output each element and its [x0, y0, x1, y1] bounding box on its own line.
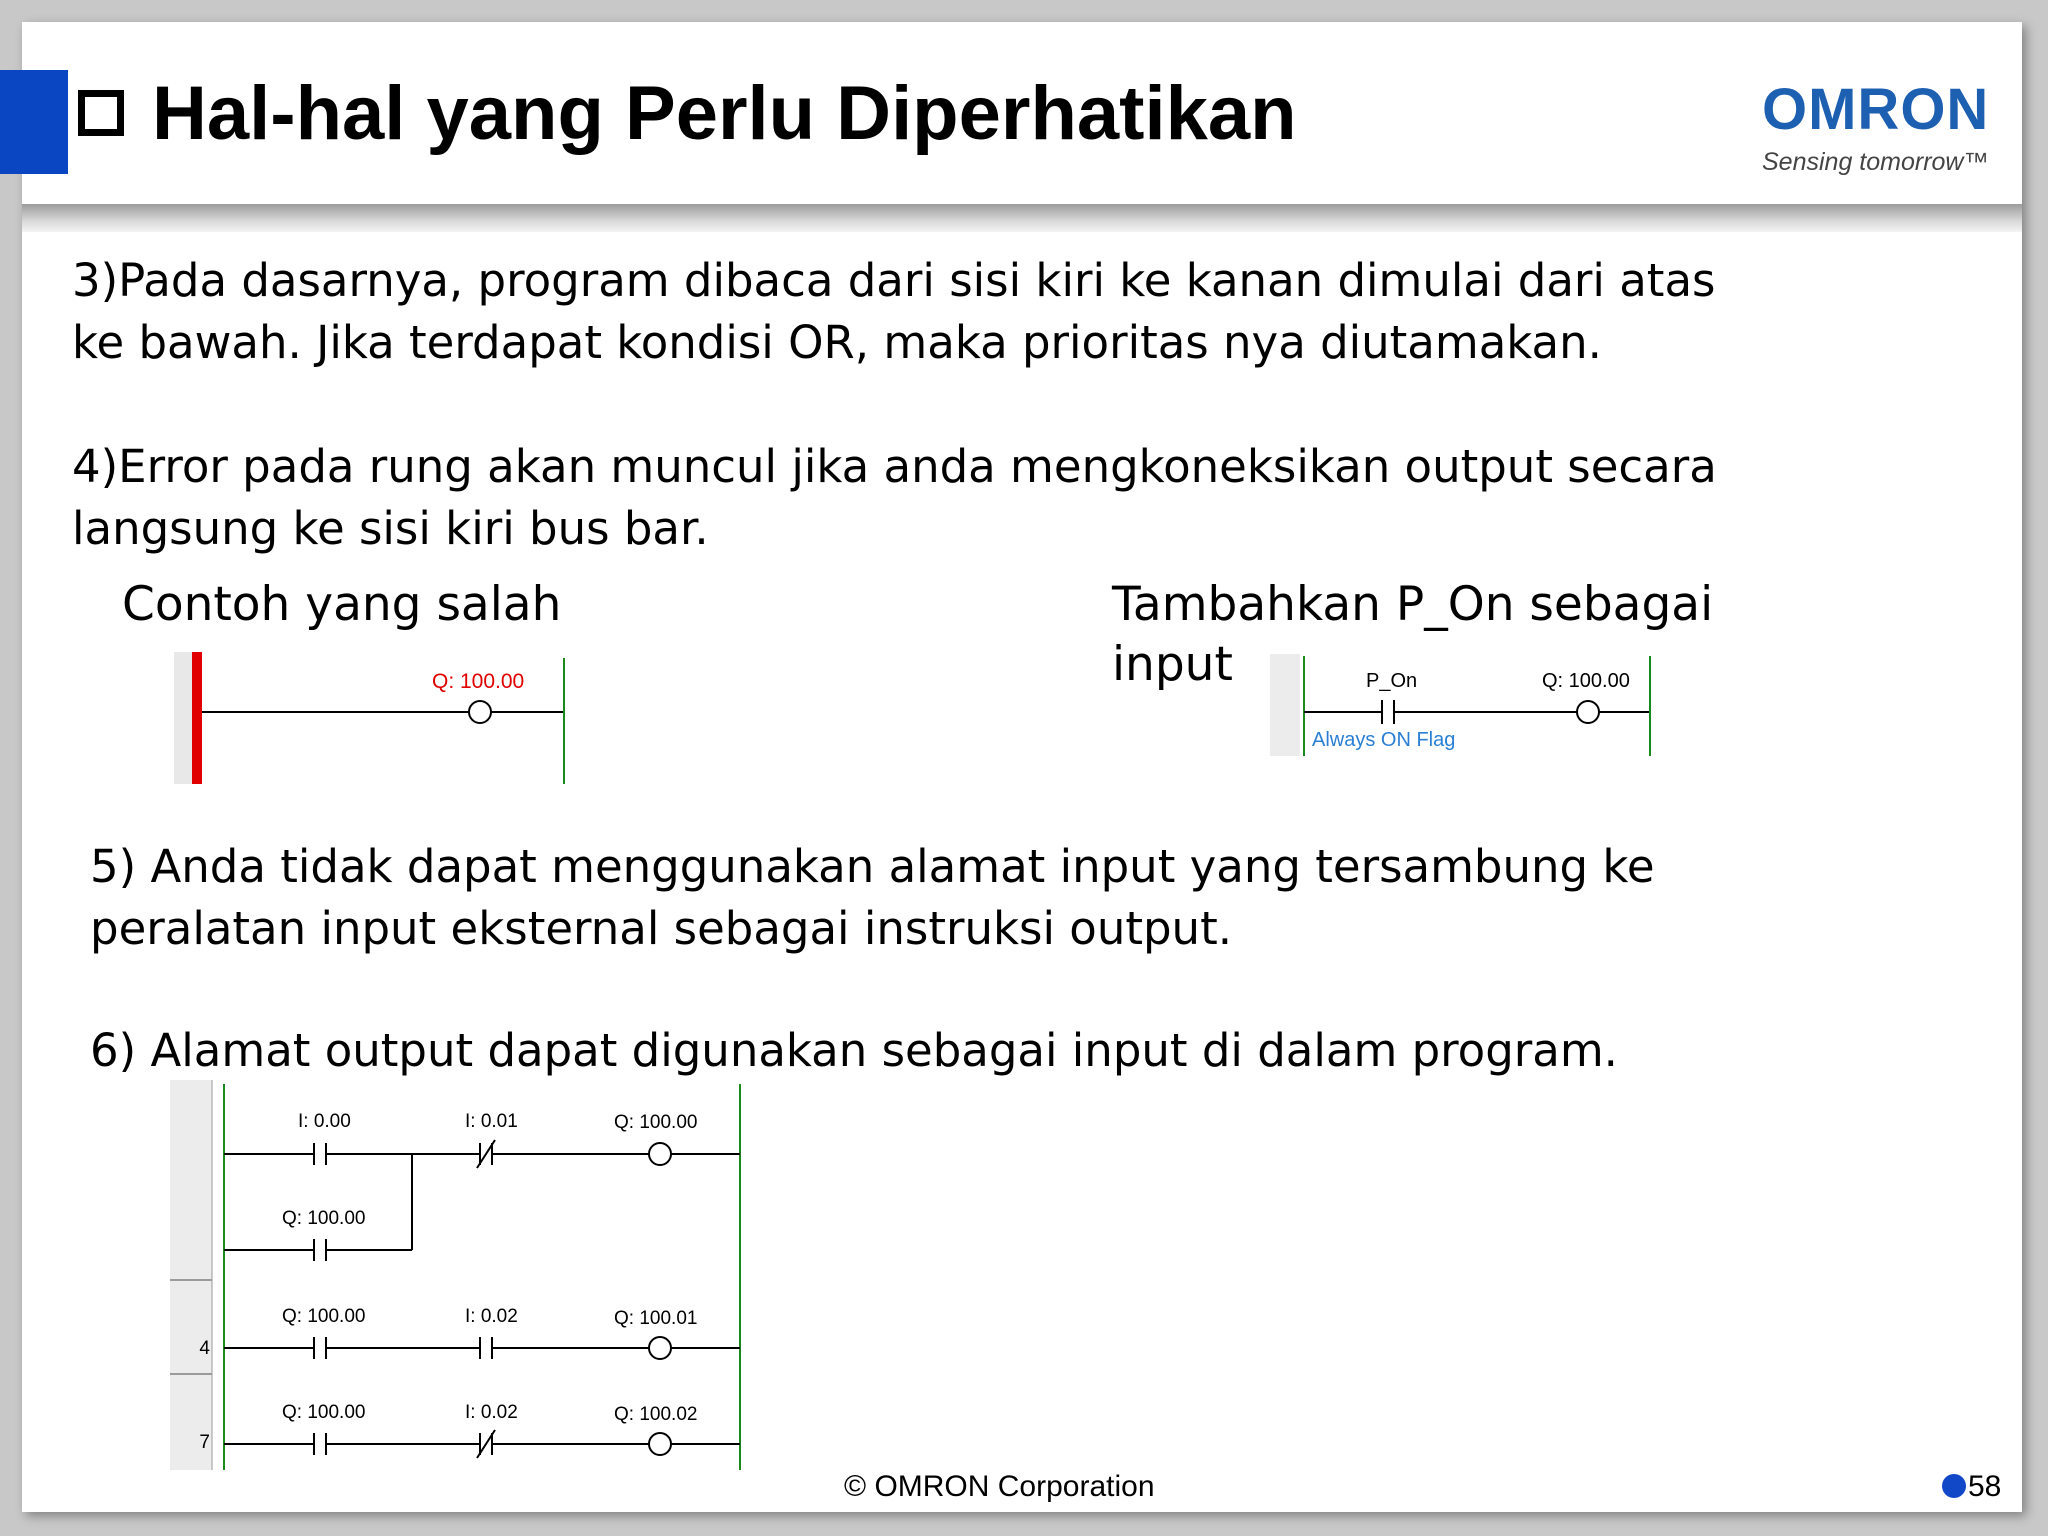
- title-bar: [22, 22, 2022, 182]
- rung2-coil-label: Q: 100.01: [614, 1308, 698, 1329]
- fix-example-label-line-2: input: [1112, 637, 1233, 692]
- error-left-bus-bar: [192, 652, 202, 784]
- rung-margin: [174, 652, 192, 784]
- slide: [22, 22, 2022, 1512]
- fix-example-label-line-1: Tambahkan P_On sebagai: [1112, 577, 1714, 632]
- point-4-line-1: 4)Error pada rung akan muncul jika anda mengkoneksikan output secara: [72, 440, 1717, 493]
- rung2-contact-b-label: I: 0.02: [465, 1306, 518, 1327]
- coil-symbol: [1577, 701, 1599, 723]
- fix-example-ladder: [1270, 654, 1680, 756]
- omron-logo: [1762, 76, 2002, 186]
- title-divider: [22, 204, 2022, 232]
- page-number-text: 58: [1968, 1470, 2002, 1503]
- point-6: 6) Alamat output dapat digunakan sebagai input di dalam program.: [90, 1024, 1618, 1077]
- rung2-contact-a-label: Q: 100.00: [282, 1306, 366, 1327]
- page-number: [1942, 1470, 2001, 1504]
- rung1-contact-a-label: I: 0.00: [298, 1111, 351, 1132]
- rung3-coil-label: Q: 100.02: [614, 1404, 698, 1425]
- point-5-line-2: peralatan input eksternal sebagai instruksi output.: [90, 902, 1233, 955]
- point-5-line-1: 5) Anda tidak dapat menggunakan alamat input yang tersambung ke: [90, 840, 1655, 893]
- rung2-coil: [649, 1337, 671, 1359]
- point-4-line-2: langsung ke sisi kiri bus bar.: [72, 502, 709, 555]
- page-dot-icon: [1942, 1474, 1966, 1498]
- ladder-program: [170, 1080, 756, 1470]
- footer-copyright: © OMRON Corporation: [844, 1470, 1155, 1503]
- rung3-coil: [649, 1433, 671, 1455]
- checkbox-bullet-icon: [78, 90, 124, 136]
- rung1-or-contact-label: Q: 100.00: [282, 1208, 366, 1229]
- rung3-contact-a-label: Q: 100.00: [282, 1402, 366, 1423]
- contact-comment: Always ON Flag: [1312, 729, 1456, 751]
- page-title-text: Hal-hal yang Perlu Diperhatikan: [152, 71, 1297, 156]
- rung1-contact-b-label: I: 0.01: [465, 1111, 518, 1132]
- contact-label: P_On: [1366, 670, 1418, 692]
- wrong-example-label: Contoh yang salah: [122, 577, 562, 632]
- rung-number-margin: [170, 1080, 212, 1470]
- point-3-line-1: 3)Pada dasarnya, program dibaca dari sisi kiri ke kanan dimulai dari atas: [72, 254, 1716, 307]
- rung-margin: [1270, 654, 1300, 756]
- rung2-number: 4: [199, 1338, 210, 1359]
- coil-label: Q: 100.00: [432, 670, 525, 693]
- title-accent: [0, 70, 68, 174]
- point-3-line-2: ke bawah. Jika terdapat kondisi OR, maka prioritas nya diutamakan.: [72, 316, 1602, 369]
- wrong-example-ladder: [174, 652, 584, 784]
- rung3-contact-b-label: I: 0.02: [465, 1402, 518, 1423]
- rung3-number: 7: [199, 1432, 210, 1453]
- rung1-coil-label: Q: 100.00: [614, 1112, 698, 1133]
- page-title: [78, 70, 1297, 157]
- coil-label: Q: 100.00: [1542, 670, 1630, 692]
- logo-wordmark: OMRON: [1762, 77, 1990, 142]
- coil-symbol: [469, 701, 491, 723]
- rung1-coil: [649, 1143, 671, 1165]
- logo-tagline: Sensing tomorrow™: [1762, 148, 1989, 176]
